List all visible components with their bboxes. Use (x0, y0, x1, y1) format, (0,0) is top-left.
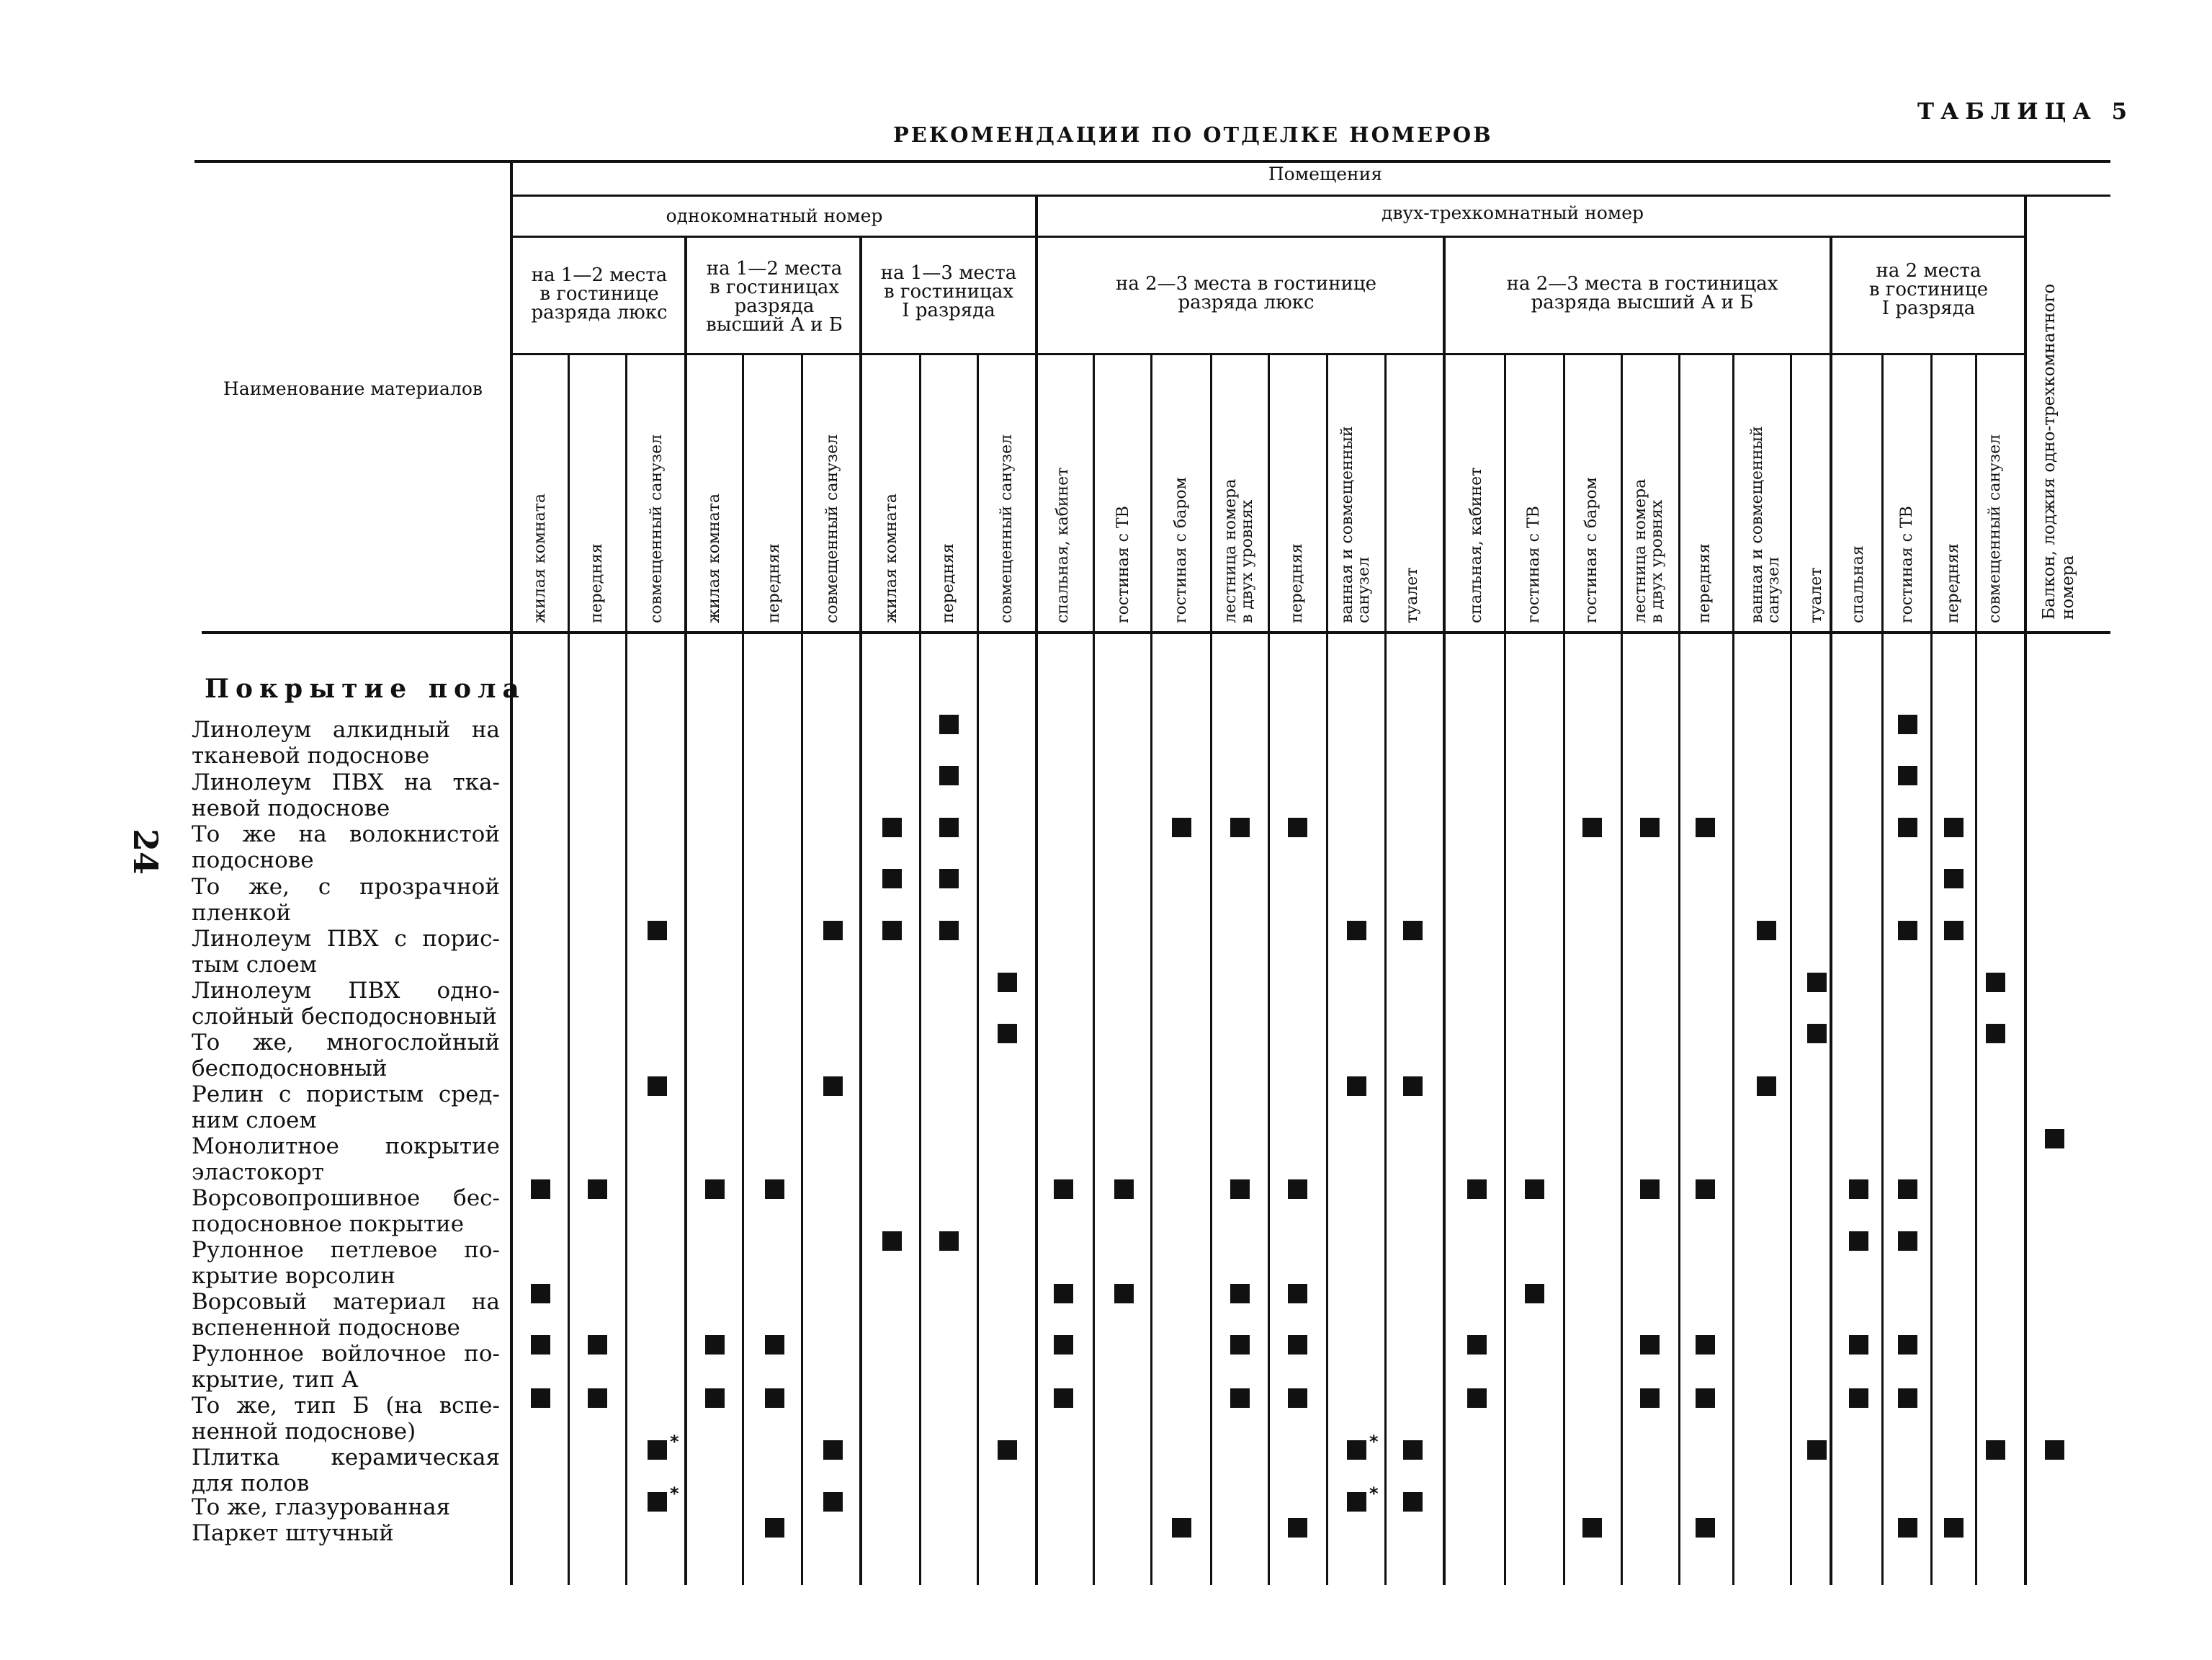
recommendation-mark (1467, 1179, 1487, 1199)
material-name (192, 1393, 500, 1445)
column-header-line: лестница номера (1631, 478, 1649, 623)
material-name-line: эластокорт (192, 1159, 324, 1185)
recommendation-mark (1696, 1179, 1715, 1199)
column-header (1468, 468, 1485, 623)
multi-room-header: двух-трехкомнатный номер (1381, 202, 1644, 223)
recommendation-mark (1898, 1388, 1917, 1408)
material-name-line: вспененной подоснове (192, 1315, 460, 1341)
column-header (1289, 543, 1305, 623)
material-name (192, 1133, 500, 1185)
column-header (1899, 506, 1915, 623)
grid-vline (1732, 353, 1734, 1585)
column-header (1987, 434, 2003, 623)
material-name-line: тым слоем (192, 952, 317, 978)
column-header (1054, 468, 1071, 623)
recommendation-mark (648, 1483, 679, 1512)
grid-vline (1621, 353, 1623, 1585)
column-header-line: санузел (1765, 556, 1783, 623)
grid-vline (2024, 195, 2027, 1585)
recommendation-mark (882, 921, 902, 940)
table-top-rule (194, 160, 2110, 163)
recommendation-mark (1696, 818, 1715, 837)
recommendation-mark (1757, 921, 1776, 940)
grid-vline (625, 353, 627, 1585)
recommendation-mark (1849, 1388, 1868, 1408)
material-name (192, 717, 500, 769)
recommendation-mark (1230, 818, 1250, 837)
grid-vline (1150, 353, 1152, 1585)
column-header-line: в двух уровнях (1648, 499, 1666, 623)
recommendation-mark (705, 1388, 725, 1408)
material-name (192, 1237, 500, 1289)
column-header-line: совмещенный санузел (998, 434, 1016, 623)
column-header (1173, 477, 1189, 623)
recommendation-mark (1347, 1483, 1379, 1512)
column-header (1749, 426, 1782, 623)
column-header-line: гостиная с ТВ (1114, 506, 1132, 623)
recommendation-mark (1898, 1231, 1917, 1251)
column-header (706, 494, 722, 623)
recommendation-mark (1944, 818, 1964, 837)
recommendation-mark (1054, 1335, 1073, 1355)
recommendation-mark (1054, 1388, 1073, 1408)
recommendation-mark (998, 1440, 1017, 1460)
recommendation-mark (823, 1440, 843, 1460)
column-header (532, 494, 548, 623)
header-bottom-rule (202, 631, 2110, 634)
material-name-line: Линолеум ПВХ на тка- (192, 769, 500, 795)
grid-vline (1881, 353, 1884, 1585)
column-header-line: спальная, кабинет (1467, 467, 1485, 623)
recommendation-mark (1114, 1284, 1134, 1303)
recommendation-mark (588, 1335, 607, 1355)
material-name-line: Линолеум ПВХ с порис- (192, 926, 500, 952)
recommendation-mark (1898, 1518, 1917, 1538)
material-name-line: Ворсовый материал на (192, 1289, 500, 1315)
column-header-line: передняя (1288, 543, 1306, 623)
material-name-line: ним слоем (192, 1107, 317, 1133)
column-header (648, 434, 665, 623)
material-name-line: Паркет штучный (192, 1520, 394, 1546)
column-header (588, 543, 605, 623)
grid-vline (1268, 353, 1270, 1585)
recommendation-mark (1898, 1335, 1917, 1355)
recommendation-mark (705, 1335, 725, 1355)
recommendation-mark (1898, 715, 1917, 734)
column-header (940, 543, 957, 623)
recommendation-mark (1054, 1284, 1073, 1303)
material-name (192, 1494, 500, 1520)
column-header-line: жилая комната (531, 493, 549, 623)
recommendation-mark (2045, 1440, 2064, 1460)
recommendation-mark (765, 1335, 784, 1355)
material-name (192, 978, 500, 1030)
recommendation-mark (1849, 1179, 1868, 1199)
group-header-4: на 2—3 места в гостинице разряда люкс (1116, 273, 1376, 313)
material-name-line: То же, глазурованная (192, 1494, 451, 1520)
recommendation-mark (1986, 973, 2005, 992)
material-name-line: То же, многослойный (192, 1030, 500, 1056)
recommendation-mark (1640, 1179, 1660, 1199)
grid-vline (1678, 353, 1680, 1585)
material-name-line: ненной подоснове) (192, 1419, 416, 1445)
recommendation-mark (882, 869, 902, 888)
type-header-rule (513, 236, 2025, 238)
recommendation-mark (648, 921, 667, 940)
grid-vline (1035, 195, 1038, 1585)
group-header-3: на 1—3 места в гостиницах I разряда (880, 262, 1017, 321)
materials-header: Наименование материалов (223, 378, 483, 399)
column-header-line: в двух уровнях (1238, 499, 1256, 623)
recommendation-mark (1230, 1335, 1250, 1355)
recommendation-mark (531, 1284, 550, 1303)
recommendation-mark (531, 1388, 550, 1408)
recommendation-mark (1347, 921, 1366, 940)
recommendation-mark (1172, 818, 1191, 837)
column-header-line: ванная и совмещенный (1748, 426, 1766, 623)
grid-vline (1326, 353, 1328, 1585)
column-header-line: туалет (1807, 567, 1825, 623)
material-name (192, 1030, 500, 1081)
column-header-line: совмещенный санузел (648, 434, 666, 623)
recommendation-mark (588, 1179, 607, 1199)
column-header-line: передняя (765, 543, 783, 623)
recommendation-mark (1696, 1335, 1715, 1355)
column-header (998, 434, 1015, 623)
material-name-line: То же на волокнистой (192, 821, 500, 847)
column-header-line: санузел (1355, 556, 1373, 623)
recommendation-mark (823, 921, 843, 940)
column-header-line: ванная и совмещенный (1338, 426, 1356, 623)
column-header (1696, 543, 1713, 623)
recommendation-mark (1288, 1388, 1307, 1408)
column-header-line: гостиная с баром (1172, 477, 1190, 623)
material-name-line: подоснове (192, 847, 314, 873)
material-name-line: пленкой (192, 900, 292, 926)
section-title: Покрытие пола (205, 674, 526, 704)
recommendation-mark (998, 973, 1017, 992)
balcony-header: Балкон, лоджия одно-трехкомнатного номера (2040, 283, 2077, 620)
grid-vline (684, 238, 687, 1585)
material-name-line: Рулонное петлевое по- (192, 1237, 500, 1263)
grid-vline (1563, 353, 1565, 1585)
column-header (1526, 506, 1542, 623)
recommendation-mark (1807, 1440, 1827, 1460)
column-header (1945, 543, 1961, 623)
recommendation-mark (1898, 818, 1917, 837)
recommendation-mark (1347, 1432, 1379, 1460)
column-header-line: передняя (1696, 543, 1714, 623)
recommendation-mark (1640, 1335, 1660, 1355)
recommendation-mark (1467, 1388, 1487, 1408)
recommendation-mark (1849, 1335, 1868, 1355)
recommendation-mark (882, 1231, 902, 1251)
grid-vline (1504, 353, 1506, 1585)
column-header-line: совмещенный санузел (823, 434, 841, 623)
recommendation-mark (1757, 1076, 1776, 1096)
recommendation-mark (705, 1179, 725, 1199)
footnote-asterisk: * (670, 1483, 679, 1504)
recommendation-mark (1944, 921, 1964, 940)
material-name (192, 1289, 500, 1341)
rooms-header-rule (513, 195, 2110, 197)
column-header-line: жилая комната (705, 493, 723, 623)
recommendation-mark (1849, 1231, 1868, 1251)
recommendation-mark (765, 1518, 784, 1538)
footnote-asterisk: * (670, 1432, 679, 1452)
column-header-line: гостиная с баром (1582, 477, 1600, 623)
recommendation-mark (1898, 766, 1917, 785)
column-header (1632, 479, 1665, 623)
recommendation-mark (1288, 1335, 1307, 1355)
recommendation-mark (1288, 1284, 1307, 1303)
single-room-header: однокомнатный номер (666, 205, 883, 226)
material-name (192, 1520, 500, 1546)
column-header-line: передняя (939, 543, 957, 623)
footnote-asterisk: * (1369, 1432, 1379, 1452)
column-header-line: спальная (1849, 545, 1867, 623)
grid-vline (1790, 353, 1792, 1585)
column-header-line: передняя (588, 543, 606, 623)
recommendation-mark (1347, 1076, 1366, 1096)
grid-vline (801, 353, 803, 1585)
material-name-line: То же, тип Б (на вспе- (192, 1393, 500, 1419)
column-header (1222, 479, 1255, 623)
grid-vline (568, 353, 570, 1585)
recommendation-mark (1230, 1179, 1250, 1199)
recommendation-mark (1582, 1518, 1602, 1538)
column-header-line: туалет (1403, 567, 1421, 623)
column-header-line: совмещенный санузел (1986, 434, 2004, 623)
recommendation-mark (1696, 1388, 1715, 1408)
recommendation-mark (1230, 1284, 1250, 1303)
recommendation-mark (1582, 818, 1602, 837)
recommendation-mark (1054, 1179, 1073, 1199)
recommendation-mark (1288, 1179, 1307, 1199)
recommendation-mark (823, 1076, 843, 1096)
recommendation-mark (939, 1231, 959, 1251)
recommendation-mark (1525, 1179, 1544, 1199)
recommendation-mark (1525, 1284, 1544, 1303)
group-header-6: на 2 места в гостинице I разряда (1868, 260, 1989, 319)
material-name (192, 1081, 500, 1133)
column-header (1115, 506, 1132, 623)
material-name (192, 874, 500, 926)
recommendation-mark (1403, 1076, 1423, 1096)
recommendation-mark (1288, 1518, 1307, 1538)
column-header-line: гостиная с ТВ (1898, 506, 1916, 623)
recommendation-mark (2045, 1129, 2064, 1148)
recommendation-mark (1944, 869, 1964, 888)
grid-vline (1830, 238, 1832, 1585)
recommendation-mark (1696, 1518, 1715, 1538)
column-header-line: передняя (1944, 543, 1962, 623)
material-name-line: Линолеум алкидный на (192, 717, 500, 743)
column-header-line: гостиная с ТВ (1525, 506, 1543, 623)
material-name-line: подосновное покрытие (192, 1211, 465, 1237)
recommendation-mark (1944, 1518, 1964, 1538)
column-header (1404, 568, 1420, 623)
material-name-line: Ворсовопрошивное бес- (192, 1185, 500, 1211)
grid-vline (742, 353, 744, 1585)
grid-vline (977, 353, 979, 1585)
recommendation-mark (882, 818, 902, 837)
recommendation-mark (588, 1388, 607, 1408)
recommendation-mark (998, 1024, 1017, 1043)
column-header (1339, 426, 1372, 623)
grid-vline (510, 160, 513, 1585)
grid-vline (1093, 353, 1095, 1585)
material-name-line: Плитка керамическая (192, 1445, 500, 1471)
group-header-2: на 1—2 места в гостиницах разряда высший А и Б (706, 258, 843, 336)
recommendation-mark (1288, 818, 1307, 837)
footnote-asterisk: * (1369, 1483, 1379, 1504)
table-label: ТАБЛИЦА 5 (1917, 99, 2134, 125)
recommendation-mark (1640, 818, 1660, 837)
recommendation-mark (939, 921, 959, 940)
recommendation-mark (531, 1179, 550, 1199)
column-header (766, 543, 782, 623)
recommendation-mark (1403, 1440, 1423, 1460)
recommendation-mark (1403, 1492, 1423, 1512)
grid-vline (919, 353, 921, 1585)
recommendation-mark (648, 1076, 667, 1096)
grid-vline (1930, 353, 1933, 1585)
material-name-line: крытие ворсолин (192, 1263, 395, 1289)
column-header (1850, 545, 1866, 623)
material-name (192, 1185, 500, 1237)
material-name-line: То же, с прозрачной (192, 874, 500, 900)
material-name (192, 1341, 500, 1393)
recommendation-mark (1114, 1179, 1134, 1199)
recommendation-mark (1640, 1388, 1660, 1408)
recommendation-mark (1807, 1024, 1827, 1043)
recommendation-mark (1172, 1518, 1191, 1538)
recommendation-mark (648, 1432, 679, 1460)
material-name-line: для полов (192, 1471, 310, 1496)
group-header-5: на 2—3 места в гостиницах разряда высший А и Б (1506, 273, 1778, 313)
recommendation-mark (1898, 1179, 1917, 1199)
material-name-line: слойный бесподосновный (192, 1004, 497, 1030)
material-name-line: Монолитное покрытие (192, 1133, 500, 1159)
recommendation-mark (531, 1335, 550, 1355)
grid-vline (1210, 353, 1212, 1585)
page-number: 24 (126, 828, 166, 875)
column-header-line: жилая комната (882, 493, 900, 623)
material-name-line: бесподосновный (192, 1056, 388, 1081)
material-name-line: Релин с пористым сред- (192, 1081, 500, 1107)
material-name-line: тканевой подоснове (192, 743, 430, 769)
group-header-1: на 1—2 места в гостинице разряда люкс (531, 264, 668, 323)
material-name (192, 821, 500, 873)
page-title: РЕКОМЕНДАЦИИ ПО ОТДЕЛКЕ НОМЕРОВ (893, 122, 1493, 147)
column-header (1583, 477, 1600, 623)
recommendation-mark (1230, 1388, 1250, 1408)
material-name-line: крытие, тип А (192, 1367, 359, 1393)
grid-vline (859, 238, 862, 1585)
material-name (192, 769, 500, 821)
rooms-header: Помещения (1268, 164, 1383, 184)
grid-vline (1384, 353, 1387, 1585)
recommendation-mark (1467, 1335, 1487, 1355)
recommendation-mark (1898, 921, 1917, 940)
recommendation-mark (939, 766, 959, 785)
material-name (192, 926, 500, 978)
column-header-line: лестница номера (1222, 478, 1240, 623)
recommendation-mark (939, 715, 959, 734)
column-header (1808, 568, 1824, 623)
material-name (192, 1445, 500, 1496)
column-header (883, 494, 900, 623)
recommendation-mark (939, 869, 959, 888)
grid-vline (1975, 353, 1977, 1585)
recommendation-mark (1986, 1024, 2005, 1043)
recommendation-mark (765, 1179, 784, 1199)
recommendation-mark (1807, 973, 1827, 992)
recommendation-mark (823, 1492, 843, 1512)
recommendation-mark (1403, 921, 1423, 940)
grid-vline (1443, 238, 1446, 1585)
material-name-line: невой подоснове (192, 795, 390, 821)
recommendation-mark (939, 818, 959, 837)
column-header (824, 434, 841, 623)
recommendation-mark (1986, 1440, 2005, 1460)
recommendation-mark (765, 1388, 784, 1408)
material-name-line: Рулонное войлочное по- (192, 1341, 500, 1367)
column-header-line: спальная, кабинет (1054, 467, 1072, 623)
material-name-line: Линолеум ПВХ одно- (192, 978, 500, 1004)
